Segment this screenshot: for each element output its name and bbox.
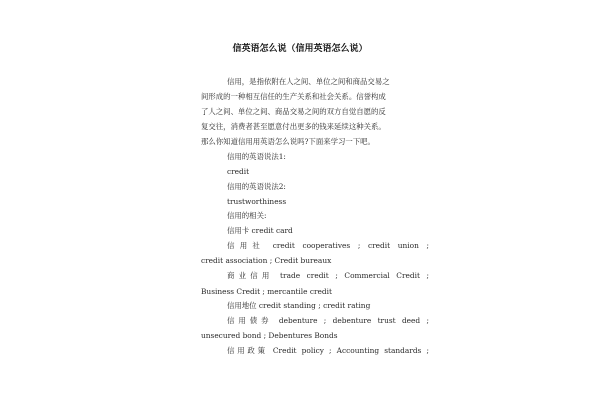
related-commercial-credit-line-1: 商业信用 trade credit ; Commercial Credit ; <box>227 271 429 280</box>
related-credit-policy: 信用政策 Credit policy ; Accounting standards ; <box>227 346 429 355</box>
heading-english-1: 信用的英语说法1: <box>227 152 286 161</box>
related-credit-cooperative-line-2: credit association ; Credit bureaux <box>201 256 332 265</box>
related-debenture-line-1: 信用债券 debenture ; debenture trust deed ; <box>227 316 429 325</box>
paragraph-line-2: 间形成的一种相互信任的生产关系和社会关系。信誉构成 <box>201 92 386 101</box>
related-debenture-line-2: unsecured bond ; Debentures Bonds <box>201 331 338 340</box>
related-credit-standing: 信用地位 credit standing ; credit rating <box>227 301 371 310</box>
paragraph-line-1: 信用，是指依附在人之间、单位之间和商品交易之 <box>227 77 390 86</box>
related-credit-cooperative-line-1: 信用社 credit cooperatives ; credit union ; <box>227 241 429 250</box>
paragraph-line-4: 复交往，消费者甚至愿意付出更多的钱来延续这种关系。 <box>201 122 386 131</box>
heading-english-2: 信用的英语说法2: <box>227 182 286 191</box>
related-commercial-credit-line-2: Business Credit ; mercantile credit <box>201 287 332 296</box>
term-credit: credit <box>227 167 250 176</box>
document-title: 信英语怎么说（信用英语怎么说） <box>232 44 368 54</box>
term-trustworthiness: trustworthiness <box>227 197 287 206</box>
related-credit-card: 信用卡 credit card <box>227 226 293 235</box>
heading-related: 信用的相关: <box>227 211 267 220</box>
paragraph-line-3: 了人之间、单位之间、商品交易之间的双方自觉自愿的反 <box>201 107 386 116</box>
paragraph-line-5: 那么你知道信用用英语怎么说吗?下面来学习一下吧。 <box>201 137 375 146</box>
